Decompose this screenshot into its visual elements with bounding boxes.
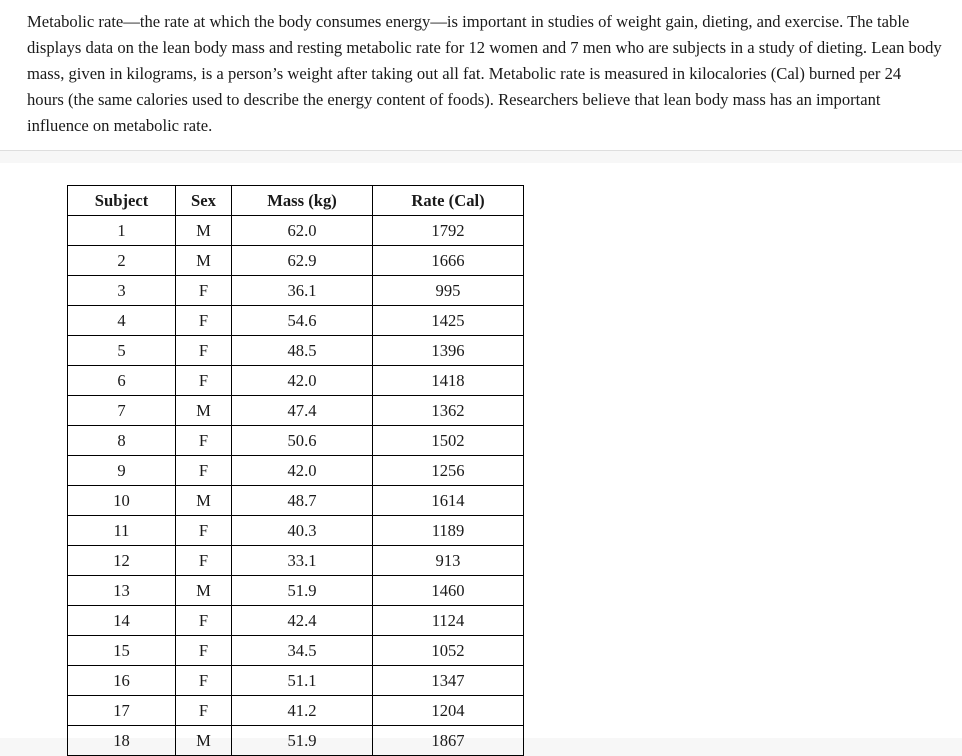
column-header-rate: Rate (Cal): [373, 186, 524, 216]
subject-cell: 18: [68, 726, 176, 756]
subject-cell: 11: [68, 516, 176, 546]
mass-cell: 40.3: [232, 516, 373, 546]
metabolic-data-table: [67, 185, 524, 756]
rate-cell: 1396: [373, 336, 524, 366]
table-row: [68, 696, 524, 726]
sex-cell: F: [176, 666, 232, 696]
sex-cell: M: [176, 726, 232, 756]
sex-cell: M: [176, 396, 232, 426]
rate-cell: 1867: [373, 726, 524, 756]
table-row: [68, 666, 524, 696]
table-row: [68, 426, 524, 456]
rate-cell: 913: [373, 546, 524, 576]
rate-cell: 1666: [373, 246, 524, 276]
mass-cell: 50.6: [232, 426, 373, 456]
mass-cell: 33.1: [232, 546, 373, 576]
sex-cell: F: [176, 366, 232, 396]
mass-cell: 34.5: [232, 636, 373, 666]
mass-cell: 54.6: [232, 306, 373, 336]
rate-cell: 1614: [373, 486, 524, 516]
rate-cell: 1792: [373, 216, 524, 246]
table-body: [68, 216, 524, 756]
column-header-sex: Sex: [176, 186, 232, 216]
rate-cell: 1425: [373, 306, 524, 336]
data-table-panel: [0, 163, 962, 750]
subject-cell: 2: [68, 246, 176, 276]
subject-cell: 9: [68, 456, 176, 486]
column-header-subject: Subject: [68, 186, 176, 216]
rate-cell: 1502: [373, 426, 524, 456]
table-row: [68, 276, 524, 306]
mass-cell: 41.2: [232, 696, 373, 726]
subject-cell: 6: [68, 366, 176, 396]
rate-cell: 1347: [373, 666, 524, 696]
rate-cell: 1052: [373, 636, 524, 666]
table-row: [68, 216, 524, 246]
subject-cell: 12: [68, 546, 176, 576]
rate-cell: 995: [373, 276, 524, 306]
sex-cell: F: [176, 426, 232, 456]
mass-cell: 47.4: [232, 396, 373, 426]
sex-cell: M: [176, 216, 232, 246]
sex-cell: F: [176, 546, 232, 576]
mass-cell: 62.0: [232, 216, 373, 246]
table-row: [68, 366, 524, 396]
table-row: [68, 726, 524, 756]
table-row: [68, 636, 524, 666]
sex-cell: F: [176, 456, 232, 486]
sex-cell: M: [176, 486, 232, 516]
mass-cell: 51.9: [232, 726, 373, 756]
table-row: [68, 336, 524, 366]
sex-cell: F: [176, 606, 232, 636]
subject-cell: 1: [68, 216, 176, 246]
subject-cell: 14: [68, 606, 176, 636]
table-row: [68, 456, 524, 486]
subject-cell: 3: [68, 276, 176, 306]
mass-cell: 51.1: [232, 666, 373, 696]
sex-cell: F: [176, 696, 232, 726]
mass-cell: 48.7: [232, 486, 373, 516]
column-header-mass: Mass (kg): [232, 186, 373, 216]
mass-cell: 42.0: [232, 366, 373, 396]
mass-cell: 48.5: [232, 336, 373, 366]
subject-cell: 7: [68, 396, 176, 426]
mass-cell: 42.4: [232, 606, 373, 636]
question-prompt-text: Metabolic rate—the rate at which the body consumes energy—is important in studies of weight gain, dieting, and exercise. The table displays data on the lean body mass and resting metabolic rate for 12 women and 7 men who are subjects in a study of dieting. Lean body mass, given in kilograms, is a person’s weight after taking out all fat. Metabolic rate is measured in kilocalories (Cal) burned per 24 hours (the same calories used to describe the energy content of foods). Researchers believe that lean body mass has an important influence on metabolic rate.: [27, 12, 942, 135]
subject-cell: 5: [68, 336, 176, 366]
sex-cell: F: [176, 516, 232, 546]
table-row: [68, 246, 524, 276]
subject-cell: 13: [68, 576, 176, 606]
question-prompt-panel: [0, 0, 962, 151]
subject-cell: 17: [68, 696, 176, 726]
sex-cell: M: [176, 246, 232, 276]
subject-cell: 15: [68, 636, 176, 666]
rate-cell: 1124: [373, 606, 524, 636]
subject-cell: 10: [68, 486, 176, 516]
sex-cell: F: [176, 636, 232, 666]
table-row: [68, 306, 524, 336]
rate-cell: 1189: [373, 516, 524, 546]
table-row: [68, 606, 524, 636]
table-row: [68, 516, 524, 546]
subject-cell: 16: [68, 666, 176, 696]
mass-cell: 62.9: [232, 246, 373, 276]
subject-cell: 8: [68, 426, 176, 456]
table-row: [68, 546, 524, 576]
sex-cell: F: [176, 336, 232, 366]
table-row: [68, 576, 524, 606]
rate-cell: 1256: [373, 456, 524, 486]
rate-cell: 1362: [373, 396, 524, 426]
rate-cell: 1204: [373, 696, 524, 726]
mass-cell: 42.0: [232, 456, 373, 486]
table-row: [68, 396, 524, 426]
subject-cell: 4: [68, 306, 176, 336]
sex-cell: M: [176, 576, 232, 606]
sex-cell: F: [176, 276, 232, 306]
rate-cell: 1418: [373, 366, 524, 396]
table-header-row: [68, 186, 524, 216]
mass-cell: 36.1: [232, 276, 373, 306]
table-row: [68, 486, 524, 516]
rate-cell: 1460: [373, 576, 524, 606]
sex-cell: F: [176, 306, 232, 336]
mass-cell: 51.9: [232, 576, 373, 606]
